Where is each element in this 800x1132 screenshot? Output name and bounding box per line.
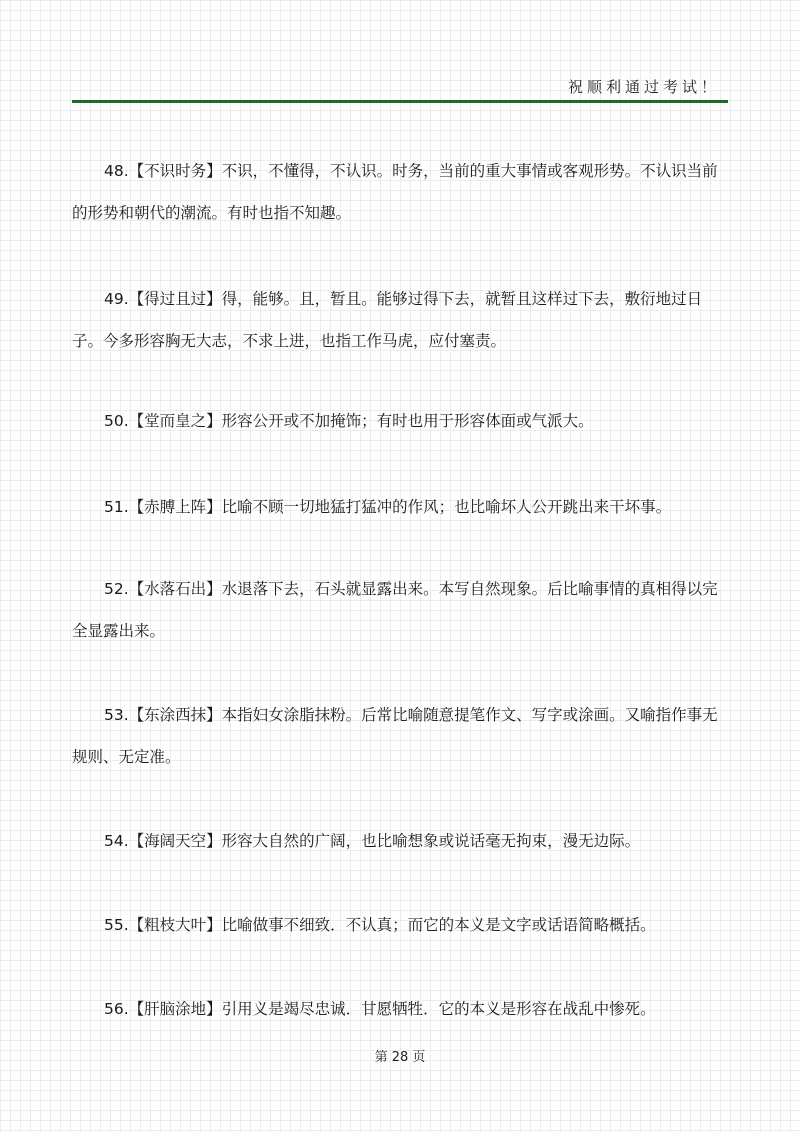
- idiom-entry-50: 50.【堂而皇之】形容公开或不加掩饰；有时也用于形容体面或气派大。: [104, 412, 594, 430]
- idiom-entry-52: 52.【水落石出】水退落下去，石头就显露出来。本写自然现象。后比喻事情的真相得以完全显露出来。: [72, 580, 718, 640]
- idiom-entry-48: 48.【不识时务】不识，不懂得，不认识。时务，当前的重大事情或客观形势。不认识当前的形势和朝代的潮流。有时也指不知趣。: [72, 162, 718, 222]
- idiom-entry-53: 53.【东涂西抹】本指妇女涂脂抹粉。后常比喻随意提笔作文、写字或涂画。又喻指作事无规则、无定准。: [72, 706, 718, 766]
- page-number: 第 28 页: [374, 1050, 426, 1065]
- idiom-entry-51: 51.【赤膊上阵】比喻不顾一切地猛打猛冲的作风；也比喻坏人公开跳出来干坏事。: [104, 498, 672, 516]
- idiom-entry-49: 49.【得过且过】得，能够。且，暂且。能够过得下去，就暂且这样过下去，敷衍地过日子。今多形容胸无大志，不求上进，也指工作马虎，应付塞责。: [72, 290, 703, 350]
- header-divider: [72, 100, 728, 103]
- idiom-entry-56: 56.【肝脑涂地】引用义是竭尽忠诚．甘愿牺牲．它的本义是形容在战乱中惨死。: [104, 1000, 656, 1018]
- idiom-entry-54: 54.【海阔天空】形容大自然的广阔，也比喻想象或说话毫无拘束，漫无边际。: [104, 832, 641, 850]
- header-slogan: 祝顺利通过考试！: [567, 78, 720, 96]
- idiom-entry-55: 55.【粗枝大叶】比喻做事不细致．不认真；而它的本义是文字或话语简略概括。: [104, 916, 656, 934]
